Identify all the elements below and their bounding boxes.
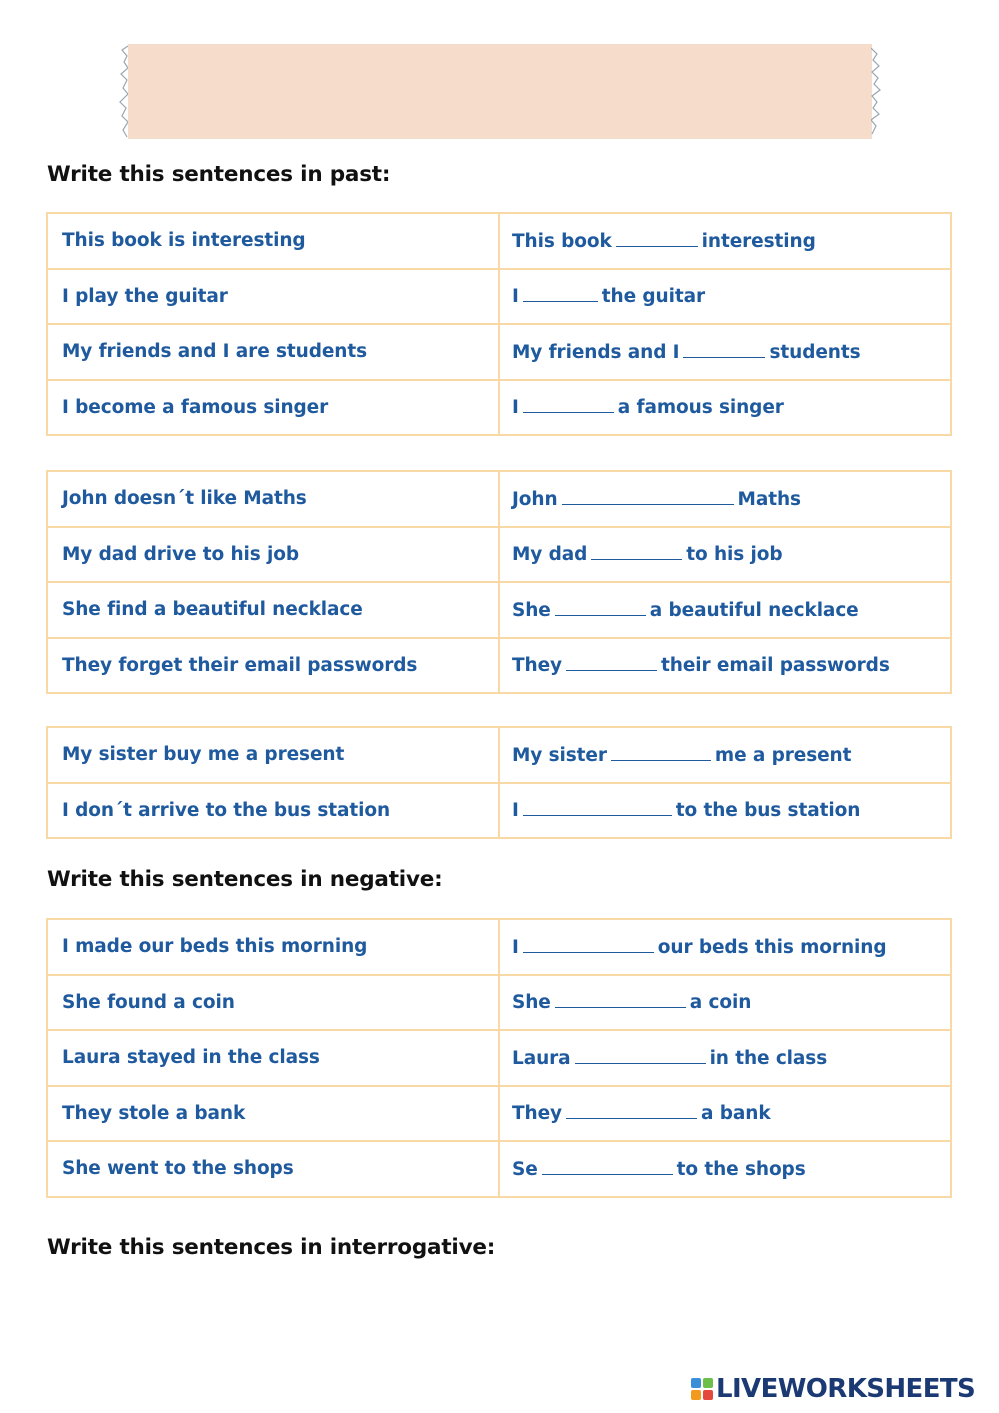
source-sentence: She found a coin bbox=[47, 975, 499, 1031]
table-row bbox=[47, 638, 951, 694]
answer-prefix: I bbox=[512, 397, 519, 419]
answer-suffix: the guitar bbox=[601, 286, 706, 308]
source-sentence: My friends and I are students bbox=[47, 324, 499, 380]
answer-prefix: This book bbox=[512, 230, 612, 252]
answer-sentence bbox=[499, 975, 951, 1031]
table-row bbox=[47, 213, 951, 269]
table-row bbox=[47, 471, 951, 527]
source-sentence: John doesn´t like Maths bbox=[47, 471, 499, 527]
answer-blank-input[interactable] bbox=[555, 991, 686, 1008]
answer-blank-input[interactable] bbox=[591, 543, 682, 560]
answer-prefix: John bbox=[512, 488, 558, 510]
answer-sentence bbox=[499, 783, 951, 839]
answer-sentence bbox=[499, 638, 951, 694]
source-sentence: I made our beds this morning bbox=[47, 919, 499, 975]
answer-sentence bbox=[499, 727, 951, 783]
answer-suffix: interesting bbox=[701, 230, 816, 252]
liveworksheets-logo-icon bbox=[691, 1378, 713, 1400]
answer-sentence bbox=[499, 919, 951, 975]
table-row bbox=[47, 919, 951, 975]
brand-name: LIVEWORKSHEETS bbox=[716, 1374, 976, 1404]
table-row bbox=[47, 975, 951, 1031]
answer-blank-input[interactable] bbox=[562, 488, 734, 505]
answer-blank-input[interactable] bbox=[566, 654, 657, 671]
answer-sentence bbox=[499, 1086, 951, 1142]
answer-suffix: to the bus station bbox=[675, 800, 861, 822]
table-row bbox=[47, 1030, 951, 1086]
answer-prefix: My sister bbox=[512, 744, 607, 766]
tape-torn-edge-left bbox=[118, 44, 128, 139]
answer-suffix: in the class bbox=[709, 1047, 828, 1069]
past-table-3 bbox=[46, 726, 952, 839]
answer-suffix: a coin bbox=[689, 992, 752, 1014]
answer-blank-input[interactable] bbox=[523, 396, 614, 413]
answer-sentence bbox=[499, 213, 951, 269]
answer-prefix: My friends and I bbox=[512, 341, 680, 363]
answer-prefix: They bbox=[512, 655, 562, 677]
answer-prefix: She bbox=[512, 992, 551, 1014]
answer-suffix: me a present bbox=[714, 744, 852, 766]
source-sentence: This book is interesting bbox=[47, 213, 499, 269]
answer-blank-input[interactable] bbox=[523, 799, 672, 816]
table-row bbox=[47, 1086, 951, 1142]
table-row bbox=[47, 269, 951, 325]
table-row bbox=[47, 582, 951, 638]
heading-negative: Write this sentences in negative: bbox=[47, 867, 443, 892]
answer-suffix: Maths bbox=[737, 488, 801, 510]
source-sentence: My dad drive to his job bbox=[47, 527, 499, 583]
answer-prefix: She bbox=[512, 599, 551, 621]
table-row bbox=[47, 324, 951, 380]
answer-suffix: a bank bbox=[701, 1103, 771, 1125]
source-sentence: They forget their email passwords bbox=[47, 638, 499, 694]
source-sentence: She find a beautiful necklace bbox=[47, 582, 499, 638]
answer-blank-input[interactable] bbox=[683, 341, 765, 358]
past-table-2 bbox=[46, 470, 952, 694]
answer-sentence bbox=[499, 527, 951, 583]
answer-blank-input[interactable] bbox=[523, 936, 654, 953]
source-sentence: I don´t arrive to the bus station bbox=[47, 783, 499, 839]
answer-sentence bbox=[499, 1030, 951, 1086]
table-row bbox=[47, 527, 951, 583]
source-sentence: Laura stayed in the class bbox=[47, 1030, 499, 1086]
past-table-1 bbox=[46, 212, 952, 436]
answer-suffix: a famous singer bbox=[617, 397, 784, 419]
answer-blank-input[interactable] bbox=[523, 285, 598, 302]
table-row bbox=[47, 727, 951, 783]
table-row bbox=[47, 380, 951, 436]
table-row bbox=[47, 783, 951, 839]
source-sentence: My sister buy me a present bbox=[47, 727, 499, 783]
source-sentence: They stole a bank bbox=[47, 1086, 499, 1142]
source-sentence: I become a famous singer bbox=[47, 380, 499, 436]
answer-suffix: a beautiful necklace bbox=[649, 599, 859, 621]
answer-sentence bbox=[499, 269, 951, 325]
answer-prefix: Laura bbox=[512, 1047, 571, 1069]
table-row bbox=[47, 1141, 951, 1197]
answer-suffix: their email passwords bbox=[661, 655, 890, 677]
answer-prefix: I bbox=[512, 800, 519, 822]
answer-prefix: Se bbox=[512, 1158, 538, 1180]
answer-blank-input[interactable] bbox=[555, 599, 646, 616]
answer-blank-input[interactable] bbox=[611, 744, 711, 761]
answer-sentence bbox=[499, 582, 951, 638]
heading-interrogative: Write this sentences in interrogative: bbox=[47, 1235, 496, 1260]
answer-blank-input[interactable] bbox=[616, 230, 698, 247]
answer-prefix: My dad bbox=[512, 544, 588, 566]
liveworksheets-logo bbox=[691, 1373, 975, 1405]
source-sentence: I play the guitar bbox=[47, 269, 499, 325]
answer-suffix: to his job bbox=[686, 544, 783, 566]
negative-table bbox=[46, 918, 952, 1198]
tape-torn-edge-right bbox=[871, 44, 881, 139]
answer-prefix: They bbox=[512, 1103, 562, 1125]
answer-sentence bbox=[499, 324, 951, 380]
answer-blank-input[interactable] bbox=[542, 1158, 673, 1175]
answer-blank-input[interactable] bbox=[575, 1047, 706, 1064]
answer-blank-input[interactable] bbox=[566, 1102, 697, 1119]
answer-suffix: our beds this morning bbox=[657, 936, 887, 958]
source-sentence: She went to the shops bbox=[47, 1141, 499, 1197]
heading-past: Write this sentences in past: bbox=[47, 162, 391, 187]
answer-suffix: to the shops bbox=[676, 1158, 806, 1180]
answer-sentence bbox=[499, 380, 951, 436]
tape-banner bbox=[128, 44, 872, 139]
answer-suffix: students bbox=[769, 341, 861, 363]
answer-sentence bbox=[499, 471, 951, 527]
answer-prefix: I bbox=[512, 936, 519, 958]
answer-sentence bbox=[499, 1141, 951, 1197]
answer-prefix: I bbox=[512, 286, 519, 308]
